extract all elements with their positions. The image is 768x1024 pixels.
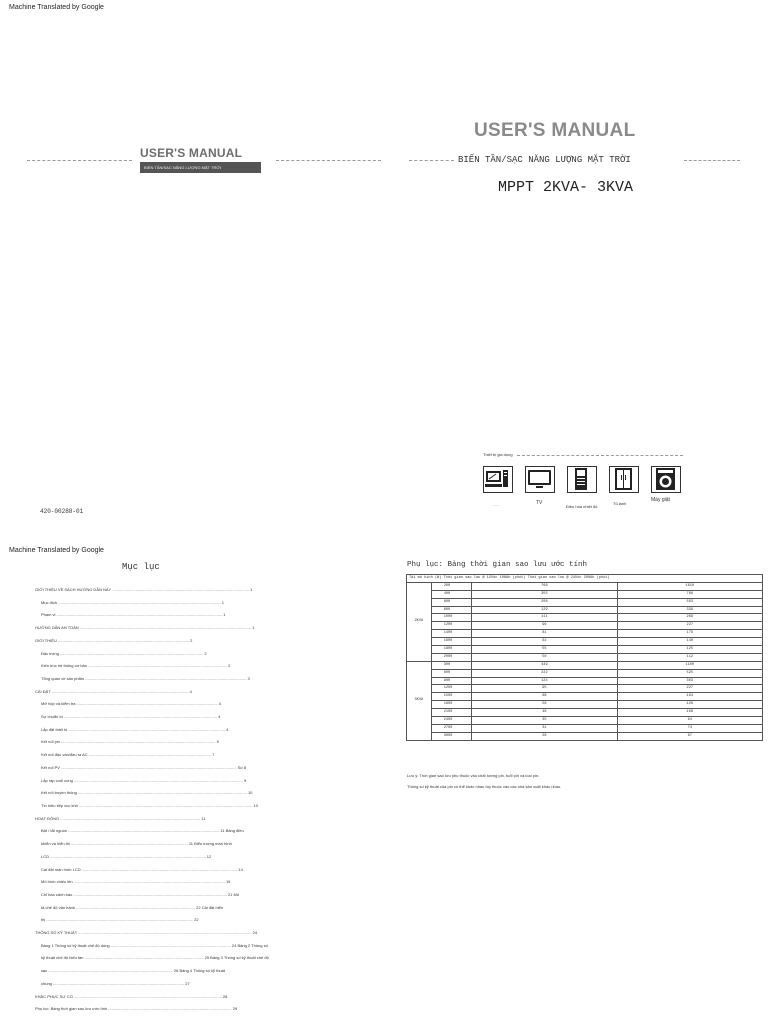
divider: [27, 160, 132, 161]
table-row: [407, 661, 763, 669]
table-row: [407, 638, 763, 646]
table-cell: 35: [472, 717, 617, 725]
table-cell: 112: [617, 653, 762, 661]
table-cell: 800: [431, 606, 472, 614]
appendix-title: Phụ lục: Bảng thời gian sao lưu ước tính: [407, 561, 588, 569]
machine-translated-label-bottom: Machine Translated by Google: [9, 547, 104, 554]
table-cell: 56: [472, 701, 617, 709]
toc-entry[interactable]: LCD ............................................................................................................................................ 12: [41, 853, 212, 859]
toc-entry[interactable]: Tín hiệu tiếp xúc khô ............................................................................................................................................................ 10: [41, 803, 258, 808]
model-title: MPPT 2KVA- 3KVA: [498, 179, 634, 196]
table-row: [407, 646, 763, 654]
table-row: [407, 582, 763, 590]
table-cell: 67: [617, 732, 762, 740]
table-cell: 129: [472, 606, 617, 614]
table-cell: 1800: [431, 701, 472, 709]
table-cell: 1500: [431, 693, 472, 701]
toc-entry[interactable]: GIỚI THIỆU VỀ SÁCH HƯỚNG DẪN NÀY ........................................................................................................................... 1: [35, 587, 253, 592]
toc-entry[interactable]: Phụ lục: Bảng thời gian sao lưu ước tính ............................................................................................................... 29: [35, 1006, 238, 1012]
toc-entry[interactable]: Phạm vi ..................................................................................................................................................... 1: [41, 612, 226, 618]
table-cell: 1800: [431, 646, 472, 654]
table-row: [407, 590, 763, 598]
laptop-icon: [483, 466, 513, 493]
toc-entry[interactable]: tả chế độ vận hành ........................................................................................................... 22 Cài đặt hiển: [41, 904, 224, 910]
table-cell: 164: [617, 693, 762, 701]
table-cell: 2400: [431, 717, 472, 725]
table-cell: 449: [472, 661, 617, 669]
table-row: [407, 606, 763, 614]
table-cell: 227: [617, 622, 762, 630]
table-cell: 48: [472, 709, 617, 717]
toc-entry[interactable]: Đặc trưng ................................................................................................................................. 2: [41, 650, 207, 656]
table-cell: 300: [431, 661, 472, 669]
table-cell: 179: [617, 630, 762, 638]
spine-title: USER'S MANUAL: [140, 146, 243, 160]
toc-entry[interactable]: Bảng 1 Thông số kỹ thuật chế độ dòng ............................................................................................................ 24 Bảng 2 Thông số: [41, 942, 268, 948]
table-cell: 2100: [431, 709, 472, 717]
table-cell: 111: [472, 614, 617, 622]
toc-entry[interactable]: HƯỚNG DẪN AN TOÀN .......................................................................................................................................................... 1: [35, 625, 255, 631]
table-row: [407, 598, 763, 606]
table-cell: 503: [617, 598, 762, 606]
table-cell: 28: [472, 732, 617, 740]
table-cell: 766: [472, 582, 617, 590]
table-header: Tải mô hình (W) Thời gian sao lưu @ 12Vdc 100Ah (phút) Thời gian sao lưu @ 24Vdc 200Ah (phút): [407, 575, 763, 583]
table-cell: 81: [472, 630, 617, 638]
table-cell: 1600: [431, 638, 472, 646]
divider: [276, 160, 381, 161]
table-cell: 222: [472, 669, 617, 677]
table-cell: 269: [617, 614, 762, 622]
appendix-note-1: Lưu ý: Thời gian sao lưu phụ thuộc vào chất lượng pin, tuổi pin và loại pin.: [407, 773, 540, 778]
table-cell: 125: [617, 646, 762, 654]
toc-entry[interactable]: CÀI ĐẶT ........................................................................................................................... 4: [35, 688, 192, 694]
table-cell: 50: [472, 653, 617, 661]
table-cell: 96: [472, 622, 617, 630]
table-cell: 766: [617, 590, 762, 598]
table-cell: 208: [472, 598, 617, 606]
toc-list: [35, 587, 367, 1019]
machine-translated-label-top: Machine Translated by Google: [9, 4, 104, 11]
toc-entry[interactable]: Sự chuẩn bị .......................................................................................................................................... 4: [41, 714, 221, 720]
toc-entry[interactable]: khiển và hiển thị ......................................................................................................... 11 Biểu tượng màn hình: [41, 841, 232, 847]
washer-icon: [651, 466, 681, 493]
table-cell: 600: [431, 669, 472, 677]
table-cell: 339: [617, 606, 762, 614]
table-cell: 74: [617, 724, 762, 732]
divider: [409, 160, 454, 161]
model-cell: 2KVA: [407, 582, 432, 661]
table-row: [407, 717, 763, 725]
table-cell: 126: [617, 701, 762, 709]
toc-entry[interactable]: Kết nối PV .............................................................................................................................................................. Số 8: [41, 764, 246, 770]
appliances-header: Thiết bị gia dụng: [483, 452, 513, 457]
cover-subtitle: BIẾN TẦN/SẠC NĂNG LƯỢNG MẶT TRỜI: [458, 155, 631, 165]
table-row: [407, 732, 763, 740]
toc-entry[interactable]: Cài đặt màn hình LCD ............................................................................................................................................ 14: [41, 866, 243, 872]
toc-entry[interactable]: Mở hộp và kiểm tra ............................................................................................................................... 4: [41, 701, 221, 707]
toc-entry[interactable]: KHẮC PHỤC SỰ CỐ ..................................................................................................................................... 28: [35, 993, 228, 999]
table-cell: 1000: [431, 614, 472, 622]
table-row: [407, 693, 763, 701]
toc-entry[interactable]: Kiến trúc hệ thống cơ bản ............................................................................................................................. 2: [41, 663, 231, 669]
table-cell: 2000: [431, 653, 472, 661]
table-cell: 62: [472, 638, 617, 646]
table-cell: 1610: [617, 582, 762, 590]
table-cell: 94: [617, 717, 762, 725]
toc-entry[interactable]: thị .................................................................................................................................... 22: [41, 917, 199, 923]
table-cell: 55: [472, 646, 617, 654]
cover-title: USER'S MANUAL: [474, 120, 636, 141]
icon-label-tv: TV: [536, 500, 543, 506]
toc-entry[interactable]: sạc ................................................................................................................ 26 Bảng 4 Thông số kỹ thuật: [41, 968, 225, 974]
table-cell: 124: [472, 677, 617, 685]
icon-label-aircon: Điều hòa nhiệt độ: [566, 504, 598, 509]
spine-subtitle-bar: BIẾN TẦN/SẠC NĂNG LƯỢNG MẶT TRỜI: [140, 162, 261, 173]
icon-label-washer: Máy giặt: [651, 497, 670, 503]
toc-entry[interactable]: Kết nối truyền thông ........................................................................................................................................................ 10: [41, 790, 253, 796]
backup-time-table: [406, 574, 763, 741]
table-cell: 200: [431, 582, 472, 590]
toc-entry[interactable]: GIỚI THIỆU ...................................................................................................................... 2: [35, 637, 193, 643]
table-cell: 95: [472, 685, 617, 693]
table-row: [407, 630, 763, 638]
toc-entry[interactable]: Kết nối đầu vào/đầu ra AC .............................................................................................................. 7: [41, 752, 215, 758]
table-row: [407, 622, 763, 630]
toc-entry[interactable]: Tổng quan về sản phẩm ................................................................................................................................................. 3: [41, 675, 250, 681]
table-cell: 68: [472, 693, 617, 701]
table-row: [407, 677, 763, 685]
table-row: [407, 669, 763, 677]
document-number: 420-00288-01: [40, 508, 84, 515]
toc-entry[interactable]: Mục đích .................................................................................................................................................. 1: [41, 599, 224, 605]
divider: [684, 160, 740, 161]
toc-title: Mục lục: [122, 562, 160, 572]
table-cell: 1200: [431, 685, 472, 693]
table-cell: 355: [472, 590, 617, 598]
toc-entry[interactable]: HOẠT ĐỘNG .............................................................................................................................. 11: [35, 815, 206, 821]
table-row: [407, 614, 763, 622]
tv-icon: [525, 466, 555, 493]
table-row: [407, 701, 763, 709]
table-cell: 31: [472, 724, 617, 732]
table-cell: 140: [617, 638, 762, 646]
table-cell: 600: [431, 598, 472, 606]
aircon-icon: [567, 466, 597, 493]
table-cell: 1200: [431, 622, 472, 630]
table-cell: 525: [617, 669, 762, 677]
table-cell: 400: [431, 590, 472, 598]
toc-entry[interactable]: Lắp ráp cuối cùng ........................................................................................................................................................ 9: [41, 777, 247, 783]
table-cell: 108: [617, 709, 762, 717]
table-row: [407, 685, 763, 693]
divider: [517, 455, 683, 456]
table-row: [407, 724, 763, 732]
toc-entry[interactable]: Chỉ báo cảnh báo .......................................................................................................................................... 21 Mô: [41, 891, 240, 897]
table-cell: 2700: [431, 724, 472, 732]
icon-label-fridge: Tủ lạnh: [613, 501, 627, 506]
model-cell: 3KVA: [407, 661, 432, 740]
toc-entry[interactable]: chung ...................................................................................................................... 27: [41, 980, 190, 986]
table-cell: 900: [431, 677, 472, 685]
table-cell: 3000: [431, 732, 472, 740]
toc-entry[interactable]: Bật / tắt nguồn ........................................................................................................................................ 11 Bảng điều: [41, 828, 244, 834]
table-cell: 1100: [617, 661, 762, 669]
table-cell: 303: [617, 677, 762, 685]
icon-label-laptop: ……: [492, 502, 500, 507]
appendix-note-2: Thông số kỹ thuật của pin có thể khác nhau tùy thuộc vào các nhà sản xuất khác nhau.: [407, 784, 562, 789]
table-row: [407, 653, 763, 661]
toc-entry[interactable]: Lắp đặt thiết bị ............................................................................................................................................. 4: [41, 726, 229, 732]
table-cell: 1400: [431, 630, 472, 638]
toc-entry[interactable]: Kết nối pin ........................................................................................................................................... 5: [41, 739, 219, 745]
fridge-icon: [609, 466, 639, 493]
table-row: [407, 709, 763, 717]
toc-entry[interactable]: Mô hình chiếu lên ........................................................................................................................................ 19: [41, 879, 231, 885]
table-cell: 227: [617, 685, 762, 693]
toc-entry[interactable]: kỹ thuật chế độ biến tần ........................................................................................................... 25 Bảng 3 Thông số kỹ thuật chế độ: [41, 955, 269, 961]
toc-entry[interactable]: THÔNG SỐ KỸ THUẬT ............................................................................................................................................................ 24: [35, 930, 258, 936]
